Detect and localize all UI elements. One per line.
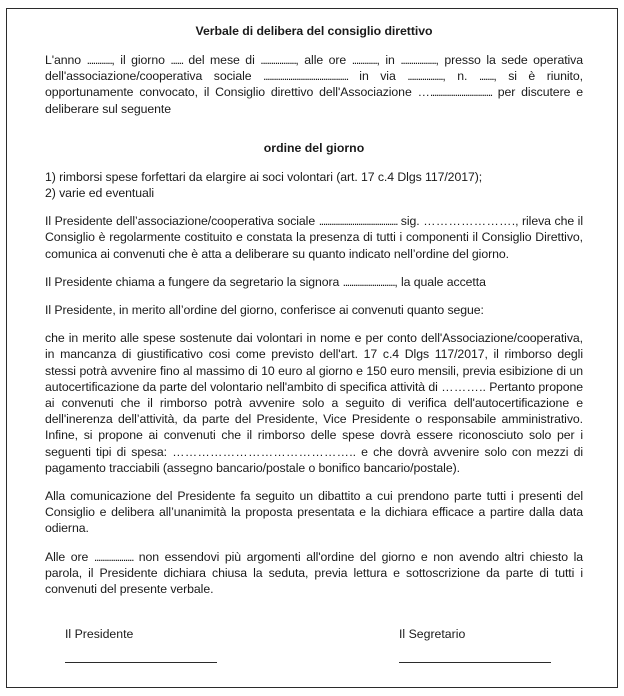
- agenda-item: 1) rimborsi spese forfettari da elargire ai soci volontari (art. 17 c.4 Dlgs 117/2017);: [45, 169, 483, 184]
- secretary-signature-line: [399, 662, 551, 663]
- paragraph-secretary-appointment: Il Presidente chiama a fungere da segretario la signora ........................., la quale accetta: [45, 274, 486, 289]
- document-page: [6, 8, 618, 688]
- opening-paragraph: L'anno ............, il giorno ...... del mese di ................., alle ore ............, in ................., presso la sede operativa dell'associazione/cooperativa sociale ......................................... in via ................., n. ......., si è riunito, opportunamente convocato, il Consiglio direttivo dell'Associazione ….............................. per discutere e deliberare sul seguente: [45, 53, 584, 116]
- paragraph-expenses: che in merito alle spese sostenute dai volontari in nome e per conto dell'Associazione/cooperativa, in mancanza di giustificativo cosi come previsto dell'art. 17 c.4 Dlgs 117/2017, il rimborso degli stessi potrà avvenire fino al massimo di 10 euro al giorno e 150 euro mensili, previa esibizione di un autocertificazione da parte del volontario nell'ambito di specifica attività di ……….. Pertanto propone ai convenuti che il rimborso potrà avvenire solo a seguito di verifica dell'autocertificazione e dell'inerenza dell’attività, da parte del Presidente, Vice Presidente o responsabile amministrativo. Infine, si propone ai convenuti che il rimborso delle spese dovrà essere riconosciuto solo per i seguenti tipi di spesa: …………………………………….. e che dovrà avvenire solo con mezzi di pagamento tracciabili (assegno bancario/postale o bonifico bancario/postale).: [45, 331, 583, 475]
- page-title: Verbale di delibera del consiglio direttivo: [195, 24, 433, 38]
- paragraph-president-agenda: Il Presidente, in merito all’ordine del giorno, conferisce ai convenuti quanto segue:: [45, 303, 484, 318]
- paragraph-closing: Alle ore ................... non essendovi più argomenti all'ordine del giorno e non avendo altri chiesto la parola, il Presidente dichiara chiusa la seduta, previa lettura e sottoscrizione da parte di tutti i convenuti del presente verbale.: [45, 549, 583, 597]
- secretary-signature-label: Il Segretario: [399, 627, 466, 642]
- signature-block-president: [65, 626, 217, 663]
- paragraph-president-constitution: Il Presidente dell’associazione/cooperativa sociale ...................................... sig. …………………., rileva che il Consiglio è regolarmente costituito e constata la presenza di tutti i componenti il Consiglio Direttivo, comunica ai convenuti che è atta a deliberare su quanto indicato nell’ordine del giorno.: [45, 214, 583, 261]
- agenda-item: 2) varie ed eventuali: [45, 186, 155, 201]
- agenda-heading: ordine del giorno: [263, 140, 365, 155]
- president-signature-label: Il Presidente: [65, 627, 134, 642]
- president-signature-line: [65, 662, 217, 663]
- signature-block-secretary: [399, 626, 551, 663]
- paragraph-debate: Alla comunicazione del Presidente fa seguito un dibattito a cui prendono parte tutti i presenti del Consiglio e delibera all’unanimità la proposta presentata e la dichiara efficace a partire dalla data odierna.: [45, 489, 583, 536]
- document-content: [45, 23, 583, 686]
- signature-section: [45, 626, 583, 686]
- agenda-list: [45, 169, 583, 201]
